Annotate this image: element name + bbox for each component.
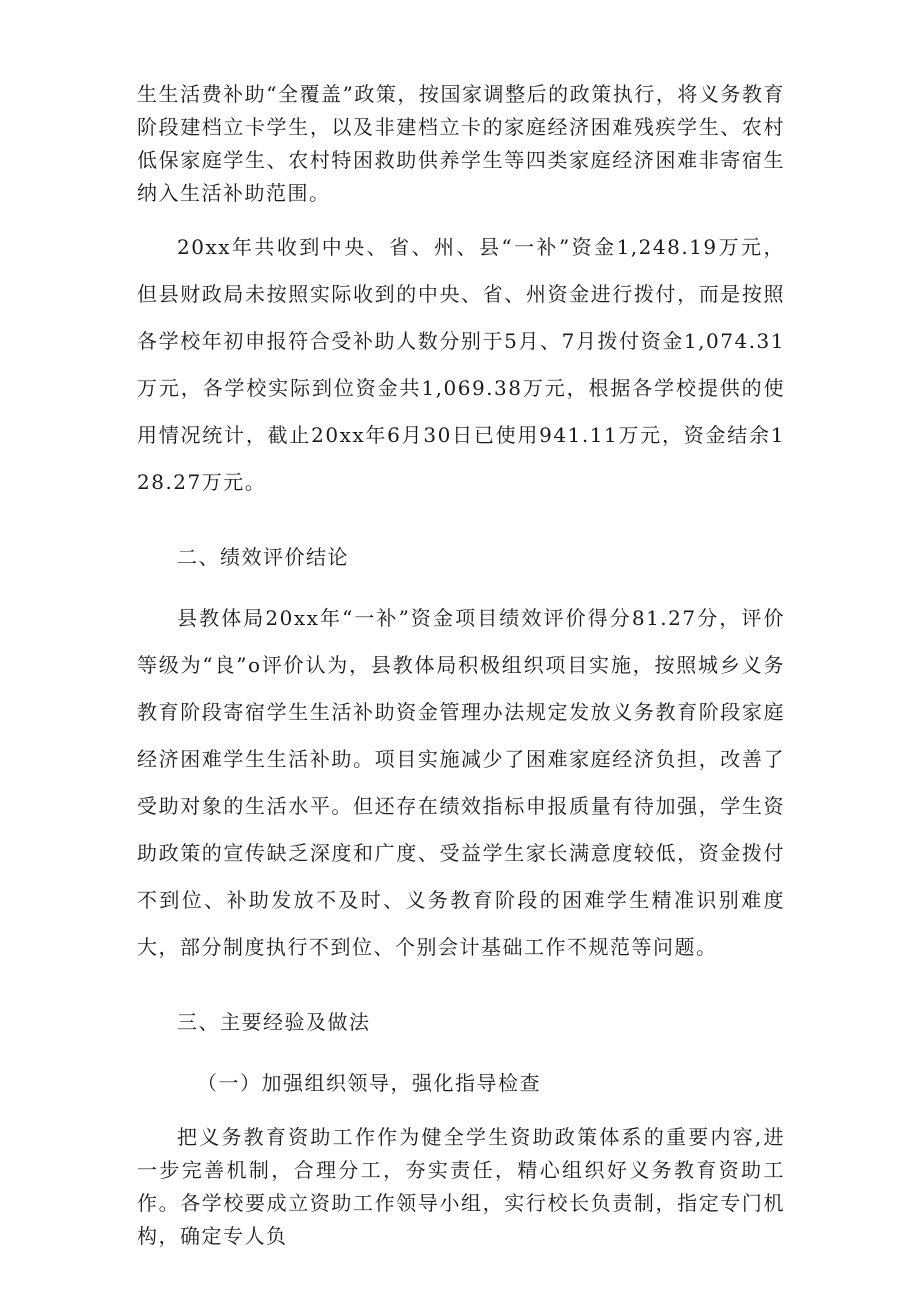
paragraph-evaluation-details: 县教体局20xx年“一补”资金项目绩效评价得分81.27分，评价等级为“良”o评价认为，县教体局积极组织项目实施，按照城乡义务教育阶段寄宿学生生活补助资金管理办法规定发放义务教育阶段家庭经济困难学生生活补助。项目实施减少了困难家庭经济负担，改善了受助对象的生活水平。但还存在绩效指标申报质量有待加强，学生资助政策的宣传缺乏深度和广度、受益学生家长满意度较低，资金拨付不到位、补助发放不及时、义务教育阶段的困难学生精准识别难度大，部分制度执行不到位、个别会计基础工作不规范等问题。 (137, 606, 785, 959)
paragraph-funding-summary: 20xx年共收到中央、省、州、县“一补”资金1,248.19万元，但县财政局未按照实际收到的中央、省、州资金进行拨付，而是按照各学校年初申报符合受补助人数分别于5月、7月拨付资金1,074.31万元，各学校实际到位资金共1,069.38万元，根据各学校提供的使用情况统计，截止20xx年6月30日已使用941.11万元，资金结余128.27万元。 (137, 235, 785, 494)
subheading-organization-leadership: （一）加强组织领导，强化指导检查 (197, 1071, 541, 1095)
heading-evaluation-conclusion: 二、绩效评价结论 (177, 545, 349, 569)
paragraph-living-subsidy-scope: 生生活费补助“全覆盖”政策，按国家调整后的政策执行，将义务教育阶段建档立卡学生，以及非建档立卡的家庭经济困难残疾学生、农村低保家庭学生、农村特困救助供养学生等四类家庭经济困难非寄宿生纳入生活补助范围。 (137, 82, 785, 205)
paragraph-aid-work-mechanism: 把义务教育资助工作作为健全学生资助政策体系的重要内容,进一步完善机制，合理分工，夯实责任，精心组织好义务教育资助工作。各学校要成立资助工作领导小组，实行校长负责制，指定专门机构，确定专人负 (137, 1125, 785, 1248)
heading-main-experience: 三、主要经验及做法 (177, 1010, 371, 1034)
document-page (137, 78, 785, 1253)
